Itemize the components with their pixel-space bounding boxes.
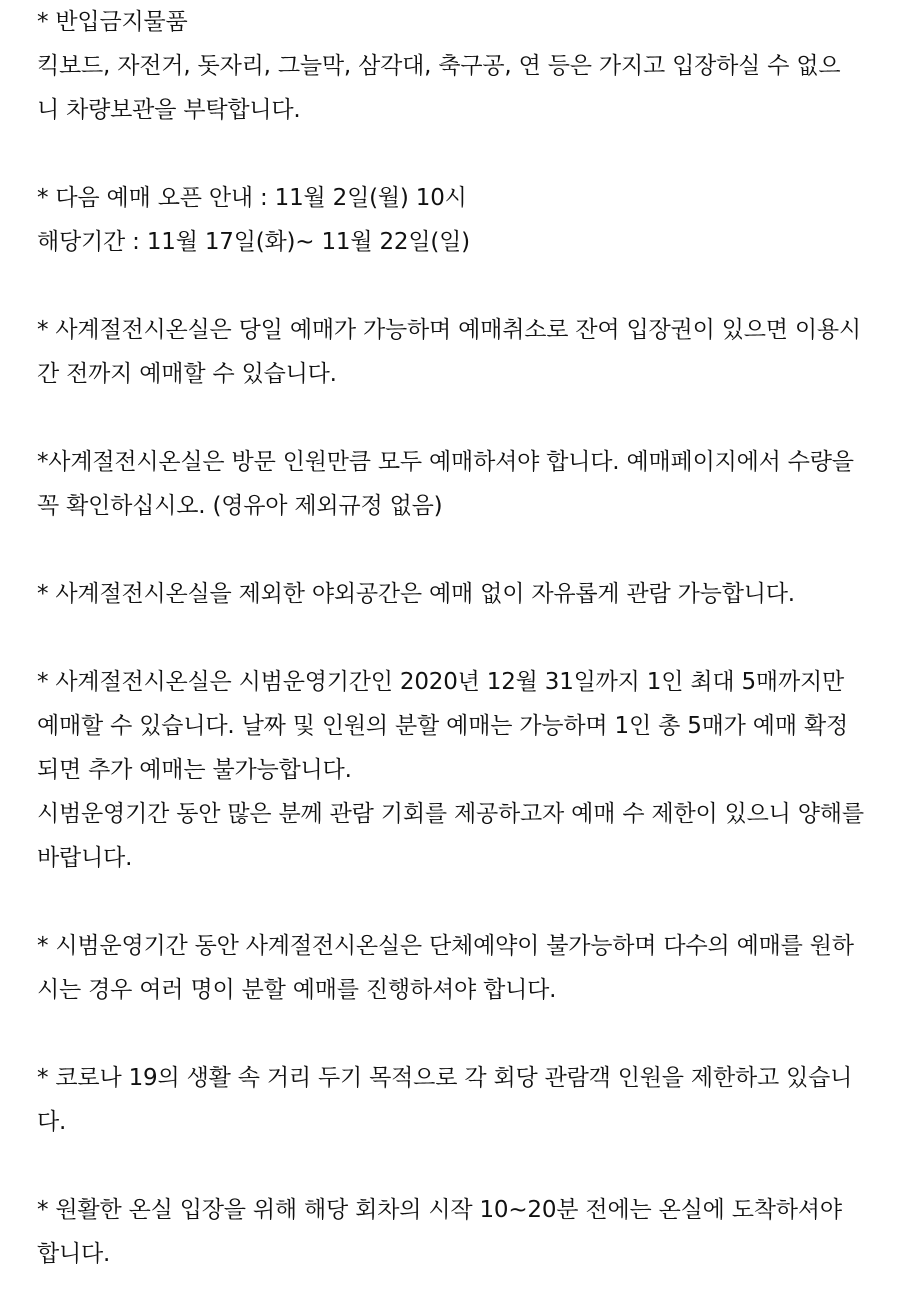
same-day-booking-text: 간 전까지 예매할 수 있습니다. — [37, 361, 337, 387]
headcount-booking-text: 꼭 확인하십시오. (영유아 제외규정 없음) — [37, 493, 443, 519]
prohibited-items-text: 니 차량보관을 부탁합니다. — [37, 97, 301, 123]
ticket-limit-text: 바랍니다. — [37, 845, 133, 871]
ticket-limit-text: * 사계절전시온실은 시범운영기간인 2020년 12월 31일까지 1인 최대 5매까지만 — [37, 669, 845, 695]
arrival-time-text: * 원활한 온실 입장을 위해 해당 회차의 시작 10~20분 전에는 온실에 도착하셔야 — [37, 1197, 842, 1223]
ticket-limit-text: 되면 추가 예매는 불가능합니다. — [37, 757, 352, 783]
outdoor-access-text: * 사계절전시온실을 제외한 야외공간은 예매 없이 자유롭게 관람 가능합니다. — [37, 581, 795, 607]
ticket-limit-text: 예매할 수 있습니다. 날짜 및 인원의 분할 예매는 가능하며 1인 총 5매가 예매 확정 — [37, 713, 848, 739]
group-booking-text: * 시범운영기간 동안 사계절전시온실은 단체예약이 불가능하며 다수의 예매를 원하 — [37, 933, 854, 959]
headcount-booking-text: *사계절전시온실은 방문 인원만큼 모두 예매하셔야 합니다. 예매페이지에서 수량을 — [37, 449, 854, 475]
next-open-period: 해당기간 : 11월 17일(화)~ 11월 22일(일) — [37, 229, 470, 255]
same-day-booking-text: * 사계절전시온실은 당일 예매가 가능하며 예매취소로 잔여 입장권이 있으면 이용시 — [37, 317, 861, 343]
prohibited-items-title: * 반입금지물품 — [37, 9, 188, 35]
ticket-limit-text: 시범운영기간 동안 많은 분께 관람 기회를 제공하고자 예매 수 제한이 있으니 양해를 — [37, 801, 864, 827]
prohibited-items-text: 킥보드, 자전거, 돗자리, 그늘막, 삼각대, 축구공, 연 등은 가지고 입장하실 수 없으 — [37, 53, 841, 79]
arrival-time-text: 합니다. — [37, 1241, 111, 1267]
next-open-title: * 다음 예매 오픈 안내 : 11월 2일(월) 10시 — [37, 185, 467, 211]
covid-limit-text: 다. — [37, 1109, 67, 1135]
group-booking-text: 시는 경우 여러 명이 분할 예매를 진행하셔야 합니다. — [37, 977, 557, 1003]
covid-limit-text: * 코로나 19의 생활 속 거리 두기 목적으로 각 회당 관람객 인원을 제한하고 있습니 — [37, 1065, 853, 1091]
